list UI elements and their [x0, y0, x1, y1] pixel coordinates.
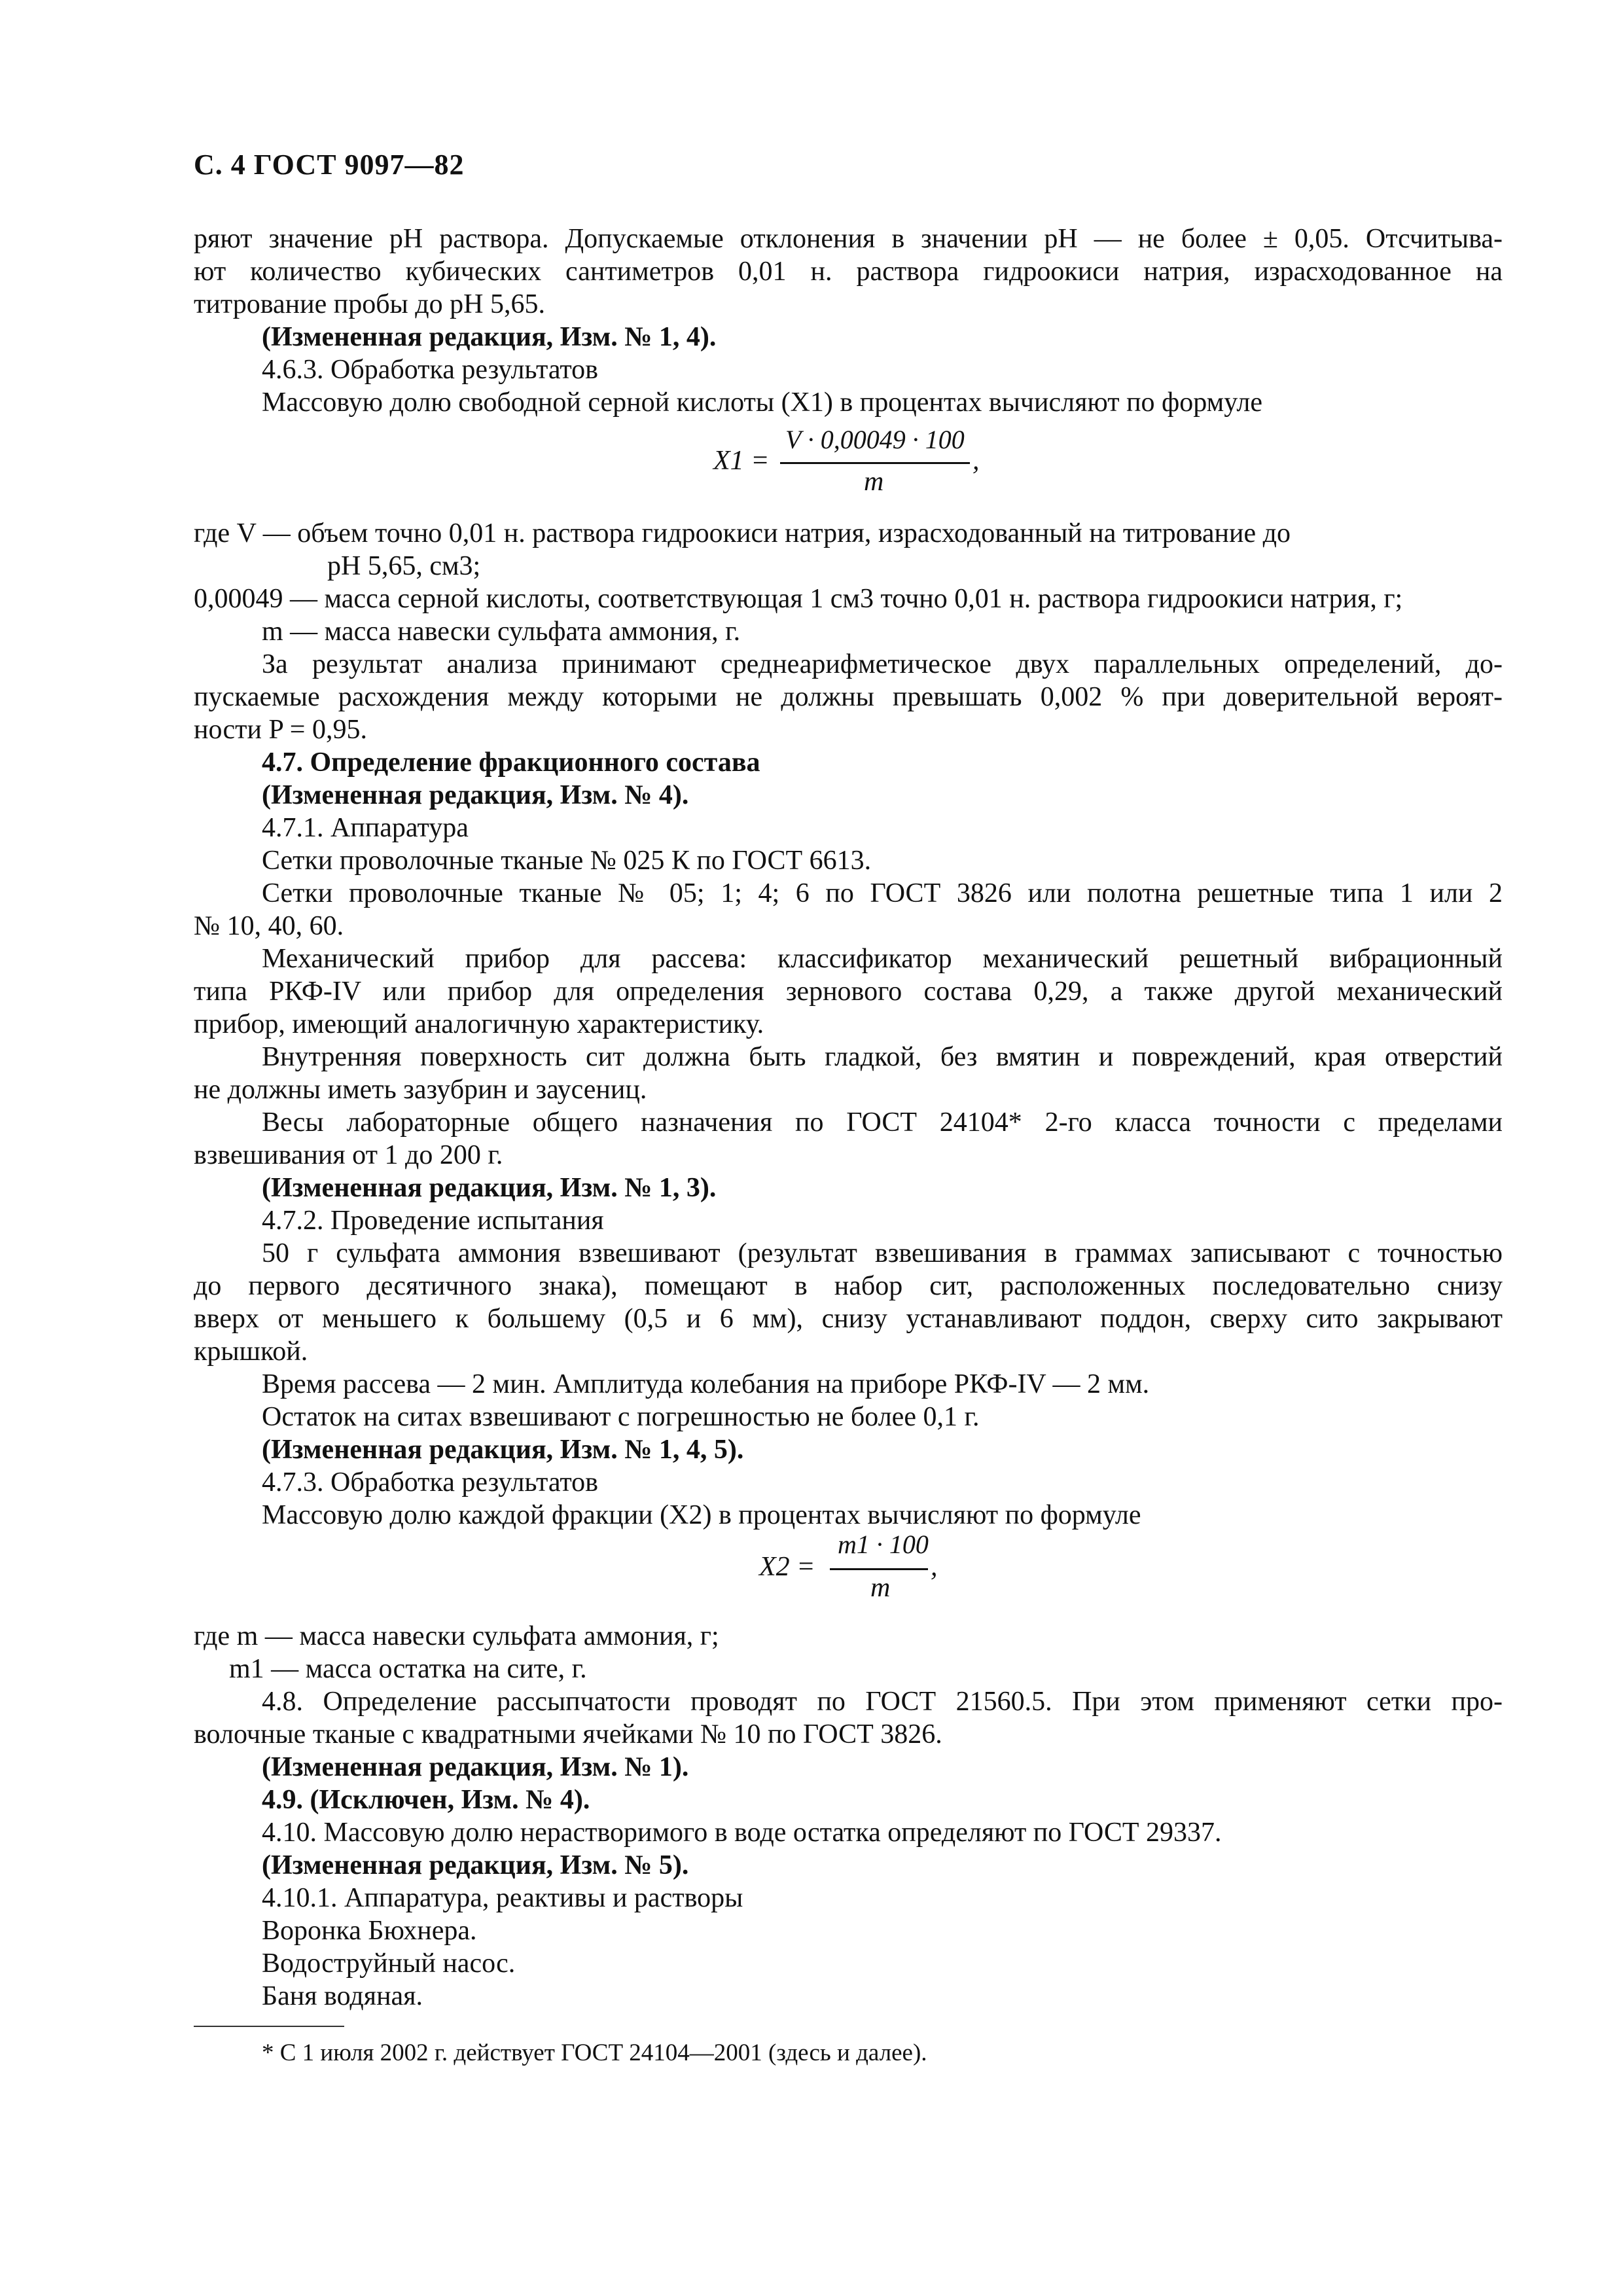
section-heading: 4.9. (Исключен, Изм. № 4).: [262, 1785, 590, 1815]
formula-denominator: m: [870, 1573, 891, 1603]
text-line: где V — объем точно 0,01 н. раствора гидроокиси натрия, израсходованный на титрование до: [194, 518, 1291, 548]
text-line: Внутренняя поверхность сит должна быть гладкой, без вмятин и повреждений, края отверстий: [262, 1042, 1503, 1072]
formula-tail: ,: [972, 446, 980, 476]
text-line: Массовую долю каждой фракции (X2) в процентах вычисляют по формуле: [262, 1500, 1141, 1530]
text-line: 50 г сульфата аммония взвешивают (результат взвешивания в граммах записывают с точностью: [262, 1238, 1503, 1268]
text-line: волочные тканые с квадратными ячейками № 10 по ГОСТ 3826.: [194, 1719, 942, 1749]
text-line: Массовую долю свободной серной кислоты (X1) в процентах вычисляют по формуле: [262, 387, 1262, 418]
text-line: до первого десятичного знака), помещают в набор сит, расположенных последовательно снизу: [194, 1271, 1503, 1301]
text-line: 4.10. Массовую долю нерастворимого в воде остатка определяют по ГОСТ 29337.: [262, 1818, 1222, 1848]
text-line: 0,00049 — масса серной кислоты, соответствующая 1 см3 точно 0,01 н. раствора гидроокиси натрия, г;: [194, 584, 1403, 614]
text-line: крышкой.: [194, 1336, 308, 1367]
footnote-separator: [194, 2026, 344, 2027]
amendment-note: (Измененная редакция, Изм. № 1).: [262, 1752, 689, 1782]
amendment-note: (Измененная редакция, Изм. № 4).: [262, 780, 689, 810]
fraction-bar: [830, 1568, 928, 1570]
text-line: вверх от меньшего к большему (0,5 и 6 мм), снизу устанавливают поддон, сверху сито закрывают: [194, 1304, 1503, 1334]
section-heading: 4.7.3. Обработка результатов: [262, 1467, 599, 1498]
text-line: За результат анализа принимают среднеарифметическое двух параллельных определений, до-: [262, 649, 1503, 679]
text-line: Сетки проволочные тканые № 05; 1; 4; 6 по ГОСТ 3826 или полотна решетные типа 1 или 2: [262, 878, 1503, 908]
amendment-note: (Измененная редакция, Изм. № 5).: [262, 1850, 689, 1880]
text-line: Механический прибор для рассева: классификатор механический решетный вибрационный: [262, 944, 1503, 974]
text-line: рН 5,65, см3;: [327, 551, 481, 581]
section-heading: 4.7.2. Проведение испытания: [262, 1206, 604, 1236]
formula-tail: ,: [931, 1552, 938, 1582]
text-line: Баня водяная.: [262, 1981, 423, 2011]
text-line: № 10, 40, 60.: [194, 911, 344, 941]
text-line: где m — масса навески сульфата аммония, г;: [194, 1621, 719, 1651]
text-line: Остаток на ситах взвешивают с погрешностью не более 0,1 г.: [262, 1402, 980, 1432]
formula-denominator: m: [864, 467, 884, 497]
text-line: ности P = 0,95.: [194, 715, 367, 745]
text-line: типа РКФ-IV или прибор для определения зернового состава 0,29, а также другой механический: [194, 977, 1503, 1007]
section-heading: 4.6.3. Обработка результатов: [262, 355, 599, 385]
text-line: Весы лабораторные общего назначения по ГОСТ 24104* 2-го класса точности с пределами: [262, 1107, 1503, 1138]
text-line: m1 — масса остатка на сите, г.: [229, 1654, 587, 1684]
text-line: прибор, имеющий аналогичную характеристику.: [194, 1009, 764, 1039]
text-line: 4.8. Определение рассыпчатости проводят по ГОСТ 21560.5. При этом применяют сетки про-: [262, 1687, 1503, 1717]
text-line: m — масса навески сульфата аммония, г.: [262, 617, 741, 647]
formula-numerator: V · 0,00049 · 100: [785, 425, 965, 454]
text-line: Время рассева — 2 мин. Амплитуда колебания на приборе РКФ-IV — 2 мм.: [262, 1369, 1150, 1399]
page-header: С. 4 ГОСТ 9097—82: [194, 149, 465, 181]
section-heading: 4.7.1. Аппаратура: [262, 813, 469, 843]
text-line: пускаемые расхождения между которыми не должны превышать 0,002 % при доверительной вероят-: [194, 682, 1503, 712]
text-line: Воронка Бюхнера.: [262, 1916, 477, 1946]
text-line: взвешивания от 1 до 200 г.: [194, 1140, 503, 1170]
text-line: ют количество кубических сантиметров 0,01 н. раствора гидроокиси натрия, израсходованное на: [194, 257, 1503, 287]
text-line: Водоструйный насос.: [262, 1948, 516, 1979]
section-heading: 4.10.1. Аппаратура, реактивы и растворы: [262, 1883, 743, 1913]
amendment-note: (Измененная редакция, Изм. № 1, 4).: [262, 322, 717, 352]
text-line: Сетки проволочные тканые № 025 К по ГОСТ 6613.: [262, 846, 872, 876]
amendment-note: (Измененная редакция, Изм. № 1, 3).: [262, 1173, 717, 1203]
text-line: не должны иметь зазубрин и заусениц.: [194, 1075, 647, 1105]
formula-numerator: m1 · 100: [838, 1530, 929, 1559]
formula-lhs: X2 =: [759, 1552, 815, 1582]
section-heading: 4.7. Определение фракционного состава: [262, 747, 760, 778]
formula-lhs: X1 =: [713, 446, 770, 476]
amendment-note: (Измененная редакция, Изм. № 1, 4, 5).: [262, 1435, 744, 1465]
text-line: ряют значение рН раствора. Допускаемые отклонения в значении рН — не более ± 0,05. Отсчитыва-: [194, 224, 1503, 254]
text-line: титрование пробы до рН 5,65.: [194, 289, 545, 319]
fraction-bar: [780, 462, 970, 464]
footnote: * С 1 июля 2002 г. действует ГОСТ 24104—2001 (здесь и далее).: [262, 2039, 927, 2066]
